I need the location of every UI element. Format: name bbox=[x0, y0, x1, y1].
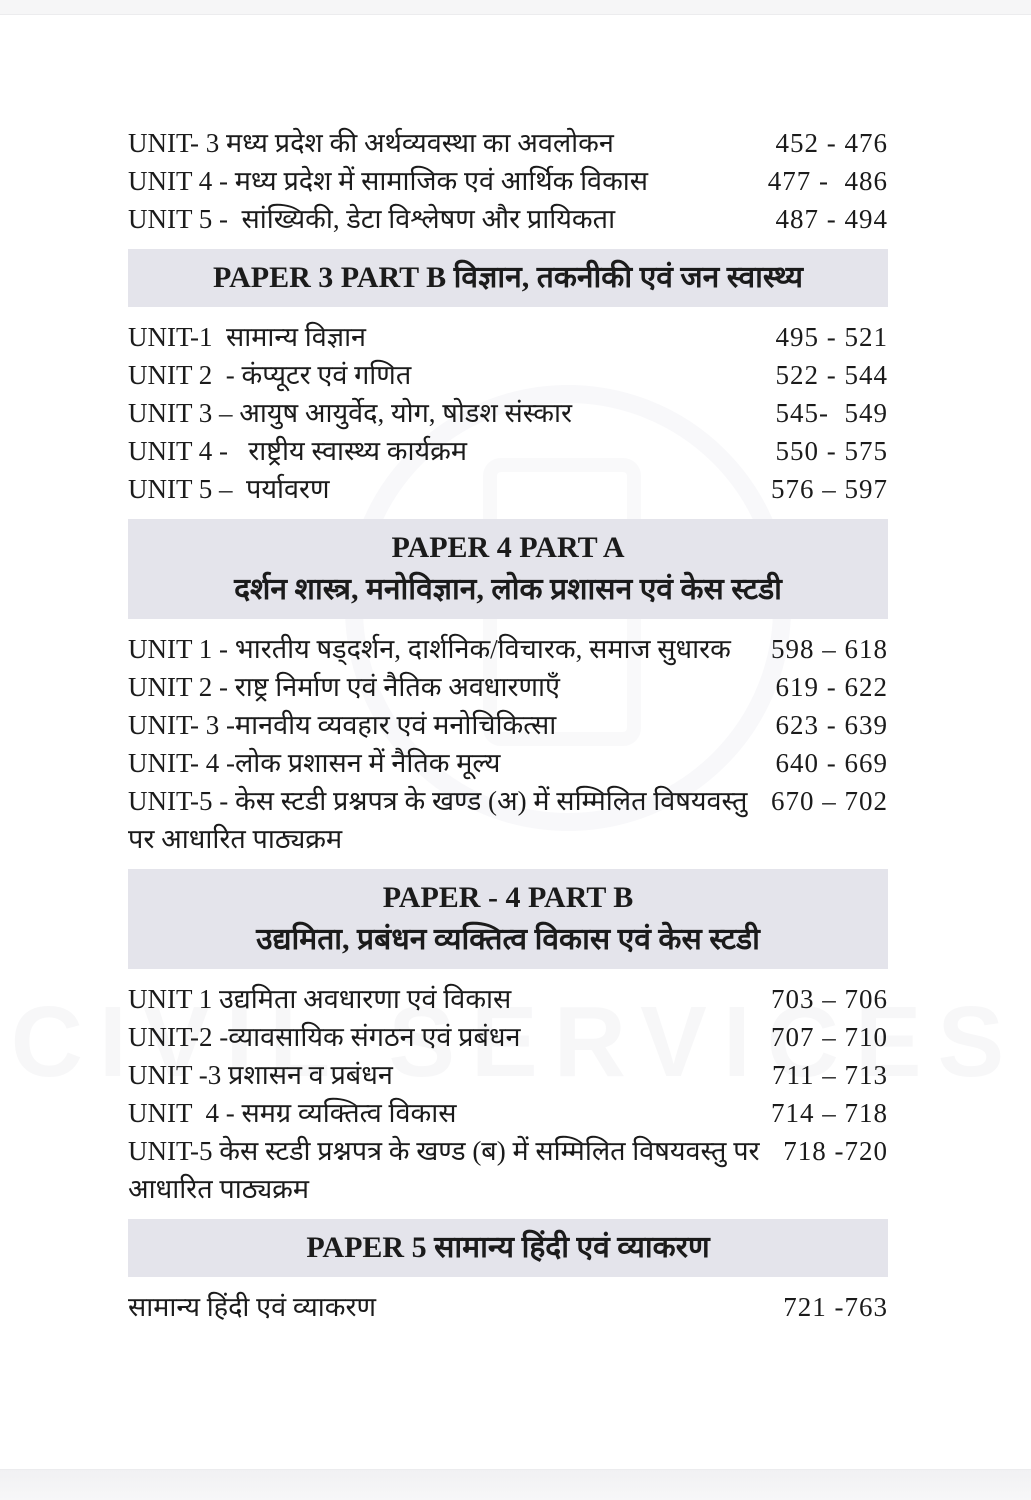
section-header-line: PAPER 3 PART B विज्ञान, तकनीकी एवं जन स्वास्थ्य bbox=[213, 261, 803, 294]
section-header-line: उद्यमिता, प्रबंधन व्यक्तित्व विकास एवं केस स्टडी bbox=[256, 923, 760, 956]
toc-entry-pages: 452 - 476 bbox=[775, 128, 888, 158]
toc-entry-pages: 714 – 718 bbox=[771, 1098, 888, 1128]
section-header-paper4-partb bbox=[128, 869, 888, 969]
toc-entry-title: UNIT 2 - कंप्यूटर एवं गणित bbox=[128, 360, 412, 390]
toc-entry bbox=[128, 782, 888, 858]
toc-entry-pages: 598 – 618 bbox=[771, 634, 888, 664]
toc-entry-title: UNIT-5 केस स्टडी प्रश्नपत्र के खण्ड (ब) में सम्मिलित विषयवस्तु पर आधारित पाठ्यक्रम bbox=[128, 1136, 767, 1204]
toc-entry-title: UNIT- 3 मध्य प्रदेश की अर्थव्यवस्था का अवलोकन bbox=[128, 128, 614, 158]
toc-entry bbox=[128, 432, 888, 470]
toc-entry-pages: 487 - 494 bbox=[775, 204, 888, 234]
toc-entry-pages: 619 - 622 bbox=[775, 672, 888, 702]
toc-entry-title: UNIT 4 - समग्र व्यक्तित्व विकास bbox=[128, 1098, 457, 1128]
toc-entry-pages: 718 -720 bbox=[783, 1136, 888, 1166]
toc-entry-pages: 707 – 710 bbox=[771, 1022, 888, 1052]
toc-entry-pages: 477 - 486 bbox=[767, 166, 888, 196]
toc-section-4 bbox=[128, 1219, 888, 1326]
page-bottom-edge bbox=[0, 1469, 1031, 1500]
section-header-paper4-parta bbox=[128, 519, 888, 619]
toc-entry-title: UNIT-5 - केस स्टडी प्रश्नपत्र के खण्ड (अ) में सम्मिलित विषयवस्तु पर आधारित पाठ्यक्रम bbox=[128, 786, 755, 854]
toc-section-1 bbox=[128, 249, 888, 508]
toc-entry bbox=[128, 630, 888, 668]
toc-entry bbox=[128, 668, 888, 706]
toc-entry-title: सामान्य हिंदी एवं व्याकरण bbox=[128, 1292, 377, 1322]
section-header-line: PAPER 4 PART A bbox=[391, 531, 625, 564]
toc-entry bbox=[128, 356, 888, 394]
toc-entry-title: UNIT 1 उद्यमिता अवधारणा एवं विकास bbox=[128, 984, 512, 1014]
toc-entry bbox=[128, 1132, 888, 1208]
toc-entry bbox=[128, 1094, 888, 1132]
toc-entry-pages: 545- 549 bbox=[775, 398, 888, 428]
toc-entry bbox=[128, 1056, 888, 1094]
toc-entry-title: UNIT 5 – पर्यावरण bbox=[128, 474, 330, 504]
toc-entry-title: UNIT- 4 -लोक प्रशासन में नैतिक मूल्य bbox=[128, 748, 501, 778]
toc-section-3 bbox=[128, 869, 888, 1208]
toc-entry bbox=[128, 706, 888, 744]
toc-entry-title: UNIT 1 - भारतीय षड्दर्शन, दार्शनिक/विचारक, समाज सुधारक bbox=[128, 634, 731, 664]
toc-entry bbox=[128, 470, 888, 508]
toc-entry-title: UNIT 5 - सांख्यिकी, डेटा विश्लेषण और प्रायिकता bbox=[128, 204, 616, 234]
toc-section-0 bbox=[128, 124, 888, 238]
toc-entry-title: UNIT 4 - मध्य प्रदेश में सामाजिक एवं आर्थिक विकास bbox=[128, 166, 649, 196]
toc-entry bbox=[128, 200, 888, 238]
toc-entry bbox=[128, 162, 888, 200]
section-header-line: PAPER - 4 PART B bbox=[382, 881, 634, 914]
toc-entry-pages: 703 – 706 bbox=[771, 984, 888, 1014]
toc-entry bbox=[128, 394, 888, 432]
toc-entry-pages: 495 - 521 bbox=[775, 322, 888, 352]
toc-entry-title: UNIT-2 -व्यावसायिक संगठन एवं प्रबंधन bbox=[128, 1022, 521, 1052]
toc-entry bbox=[128, 980, 888, 1018]
toc-entry bbox=[128, 124, 888, 162]
toc-entry-pages: 670 – 702 bbox=[771, 786, 888, 816]
toc-entry-title: UNIT -3 प्रशासन व प्रबंधन bbox=[128, 1060, 393, 1090]
toc-entry bbox=[128, 744, 888, 782]
toc-entry-title: UNIT 3 – आयुष आयुर्वेद, योग, षोडश संस्कार bbox=[128, 398, 572, 428]
section-header-paper3-partb bbox=[128, 249, 888, 307]
toc-entry-pages: 721 -763 bbox=[783, 1292, 888, 1322]
toc-entry bbox=[128, 1018, 888, 1056]
toc-entry-pages: 576 – 597 bbox=[771, 474, 888, 504]
section-header-line: दर्शन शास्त्र, मनोविज्ञान, लोक प्रशासन एवं केस स्टडी bbox=[234, 573, 782, 606]
toc-entry-pages: 711 – 713 bbox=[772, 1060, 888, 1090]
toc-entry-pages: 623 - 639 bbox=[775, 710, 888, 740]
toc-entry bbox=[128, 318, 888, 356]
toc-entry-pages: 640 - 669 bbox=[775, 748, 888, 778]
toc-entry-pages: 550 - 575 bbox=[775, 436, 888, 466]
section-header-line: PAPER 5 सामान्य हिंदी एवं व्याकरण bbox=[306, 1231, 710, 1264]
toc-section-2 bbox=[128, 519, 888, 858]
toc-entry-title: UNIT 2 - राष्ट्र निर्माण एवं नैतिक अवधारणाएँ bbox=[128, 672, 560, 702]
toc-entry-title: UNIT 4 - राष्ट्रीय स्वास्थ्य कार्यक्रम bbox=[128, 436, 468, 466]
toc-entry-pages: 522 - 544 bbox=[775, 360, 888, 390]
section-header-paper5 bbox=[128, 1219, 888, 1277]
toc-entry-title: UNIT- 3 -मानवीय व्यवहार एवं मनोचिकित्सा bbox=[128, 710, 557, 740]
toc-entry bbox=[128, 1288, 888, 1326]
toc-entry-title: UNIT-1 सामान्य विज्ञान bbox=[128, 322, 367, 352]
